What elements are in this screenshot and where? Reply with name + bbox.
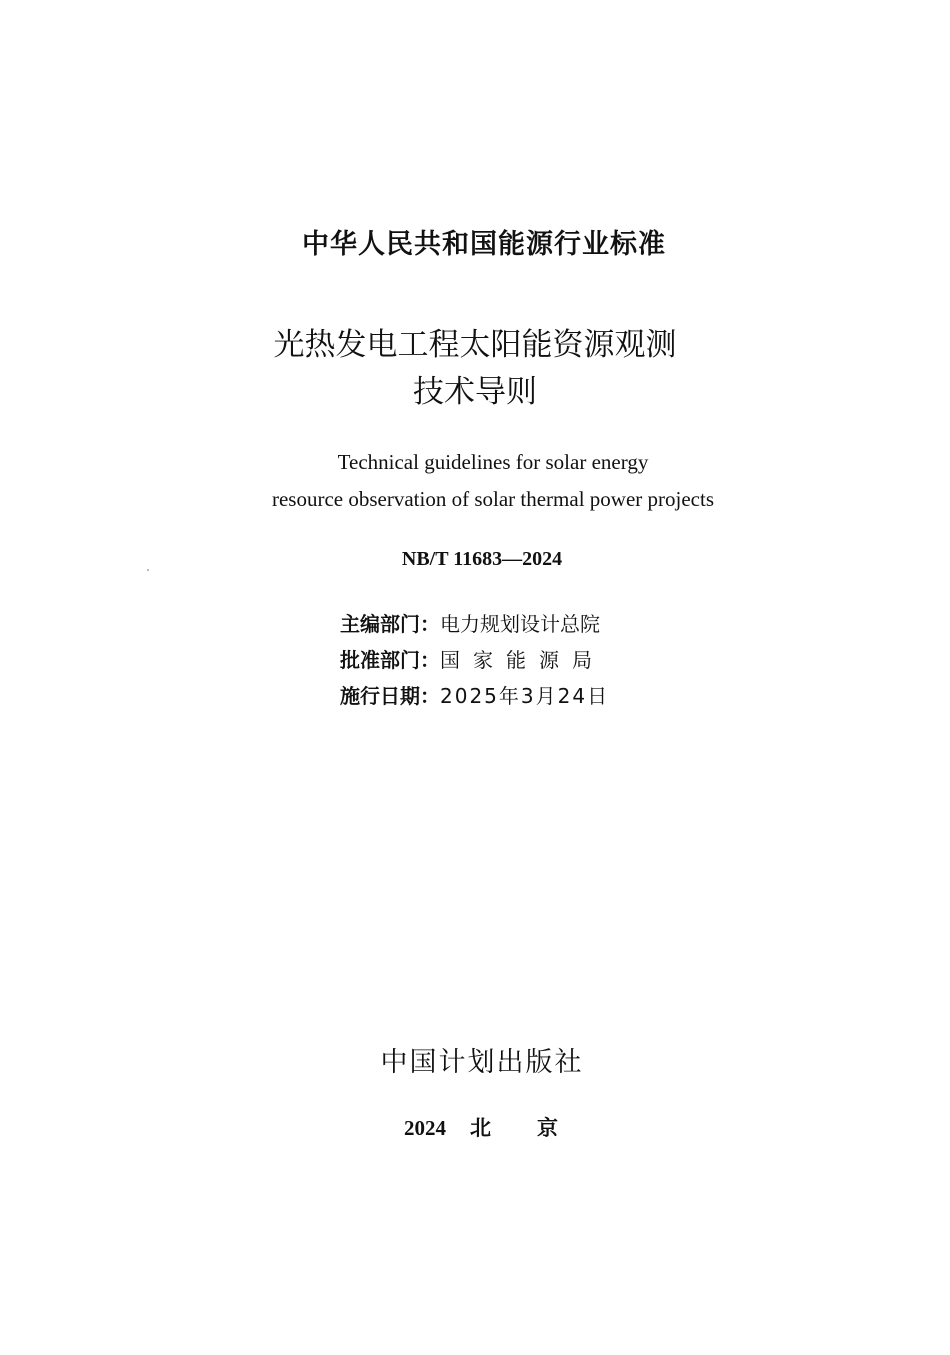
chinese-title-line-2: 技术导则 — [413, 374, 537, 410]
publisher-name: 中国计划出版社 — [380, 1047, 584, 1078]
chief-editor-value: 电力规划设计总院 — [440, 612, 600, 636]
english-title-line-2: resource observation of solar thermal power projects — [271, 487, 714, 511]
publication-year: 2024 — [404, 1116, 446, 1140]
standard-number: NB/T 11683—2024 — [401, 548, 563, 570]
approval-value: 国家能源局 — [440, 648, 605, 672]
publication-metadata — [340, 606, 609, 714]
chief-editor-row — [340, 606, 609, 642]
effective-date-label: 施行日期： — [340, 684, 440, 708]
approval-label: 批准部门： — [340, 648, 440, 672]
publication-city-part-2: 京 — [537, 1116, 558, 1140]
chinese-title — [0, 322, 950, 416]
publication-city-part-1: 北 — [470, 1116, 491, 1140]
english-title — [0, 444, 950, 518]
chief-editor-label: 主编部门： — [340, 612, 440, 636]
effective-date-value: 2025年3月24日 — [440, 684, 610, 708]
chinese-title-line-1: 光热发电工程太阳能资源观测 — [273, 327, 677, 363]
industry-standard-heading: 中华人民共和国能源行业标准 — [302, 229, 666, 260]
effective-date-row — [340, 678, 609, 714]
scan-speck — [147, 569, 149, 571]
approval-row — [340, 642, 609, 678]
publication-place-year — [0, 1112, 950, 1142]
english-title-line-1: Technical guidelines for solar energy — [337, 450, 649, 474]
